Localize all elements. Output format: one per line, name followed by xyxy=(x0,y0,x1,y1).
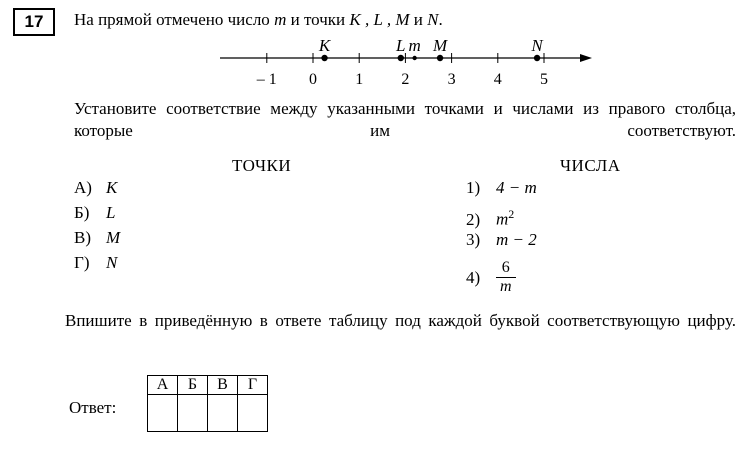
number-item-4: 4) $\frac{6}{m}$ xyxy=(466,259,537,299)
point-m-dot xyxy=(412,56,416,60)
task-intro xyxy=(74,9,443,31)
point-l-label: L xyxy=(396,36,406,55)
point-l-dot xyxy=(398,55,404,61)
answer-header-a: А xyxy=(148,376,178,395)
number-line-arrow xyxy=(580,54,592,62)
numbers-heading: ЧИСЛА xyxy=(560,156,621,175)
answer-cell-a[interactable] xyxy=(148,395,178,432)
point-m-dot xyxy=(437,55,443,61)
intro-and2: и xyxy=(413,10,423,29)
number-item-1: 1) 4 − m xyxy=(466,178,537,197)
number-item-2: 2) $m^2$ xyxy=(466,207,515,229)
answer-cell-d[interactable] xyxy=(238,395,268,432)
point-m-label: M xyxy=(432,36,448,55)
answer-header-c: В xyxy=(208,376,238,395)
tick-label: 0 xyxy=(309,71,317,88)
point-m-label: m xyxy=(408,36,421,55)
point-item-b: Б) L xyxy=(74,203,116,222)
tick-label: 5 xyxy=(540,71,548,88)
intro-end: . xyxy=(438,10,443,29)
number-line xyxy=(0,30,743,95)
intro-last: N xyxy=(427,10,439,29)
number-item-3: 3) m − 2 xyxy=(466,230,537,249)
tick-label: 1 xyxy=(355,71,364,88)
point-n-dot xyxy=(534,55,540,61)
fraction: $\frac{6}{m}$ xyxy=(496,259,516,296)
tick-label: 4 xyxy=(493,71,502,88)
answer-cell-b[interactable] xyxy=(178,395,208,432)
instruction: Установите соответствие между указанными точками и числами из правого столбца, которые им соответствуют. xyxy=(74,99,736,140)
tick-label: 3 xyxy=(447,71,456,88)
intro-and: и точки xyxy=(290,10,346,29)
point-item-a: А) K xyxy=(74,178,118,197)
answer-table xyxy=(147,375,268,432)
answer-header-b: Б xyxy=(178,376,208,395)
point-n-label: N xyxy=(531,36,543,55)
point-k-dot xyxy=(321,55,327,61)
point-item-c: В) M xyxy=(74,228,121,247)
point-k-label: K xyxy=(318,36,331,55)
numbers-list xyxy=(466,177,537,299)
points-heading: ТОЧКИ xyxy=(232,156,292,175)
answer-header-d: Г xyxy=(238,376,268,395)
points-list xyxy=(74,177,120,277)
tick-label: 2 xyxy=(401,71,410,88)
intro-var: m xyxy=(274,10,287,29)
footer-instruction: Впишите в приведённую в ответе таблицу под каждой буквой соответствующую цифру. xyxy=(65,311,736,330)
task-number: 17 xyxy=(13,8,55,36)
point-item-d: Г) N xyxy=(74,253,118,272)
intro-points: K , L , M xyxy=(349,10,410,29)
intro-text: На прямой отмечено число xyxy=(74,10,270,29)
tick-label: – 1 xyxy=(256,71,277,88)
answer-label: Ответ: xyxy=(69,398,117,417)
answer-cell-c[interactable] xyxy=(208,395,238,432)
